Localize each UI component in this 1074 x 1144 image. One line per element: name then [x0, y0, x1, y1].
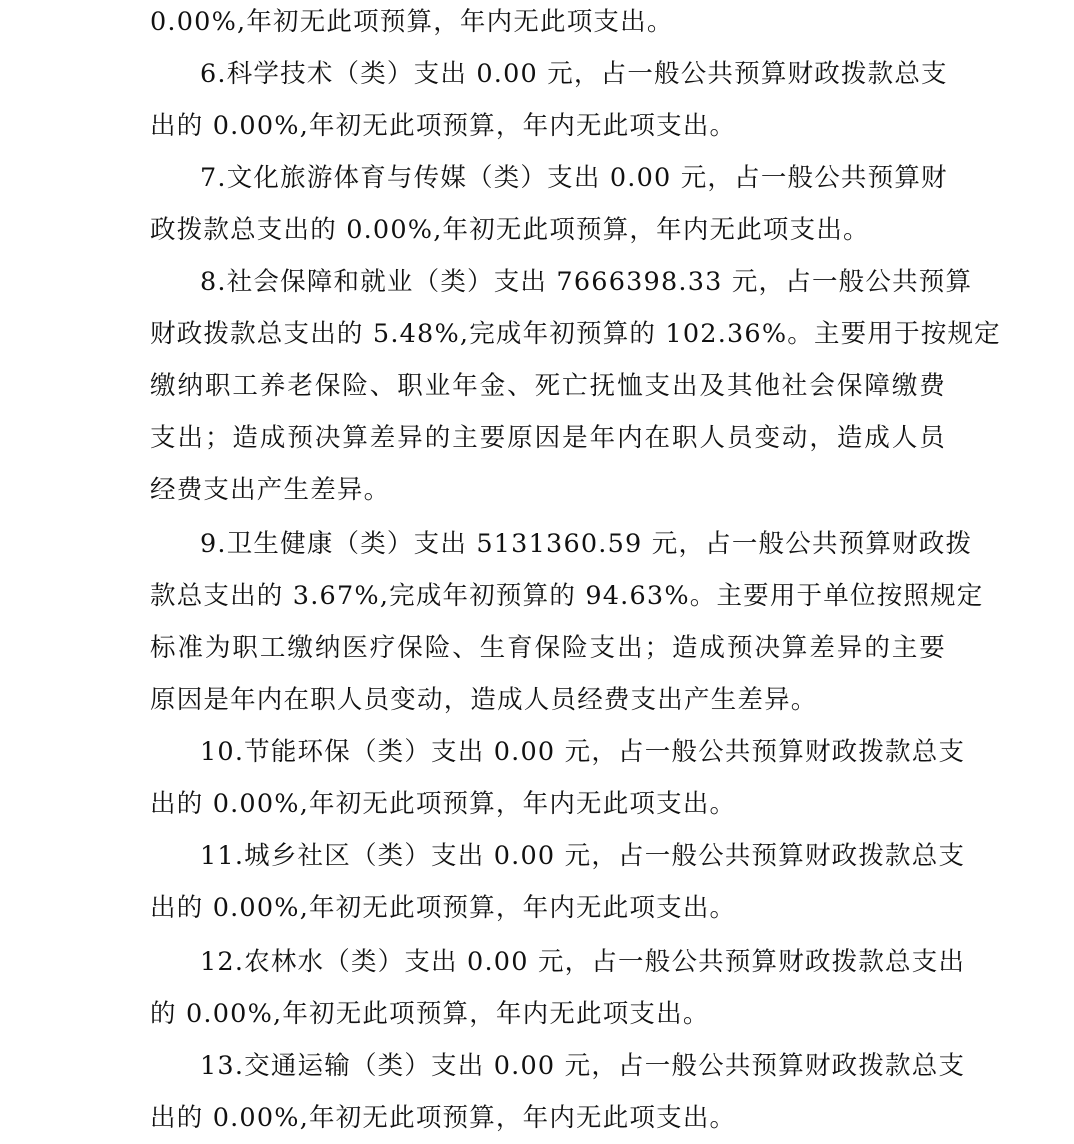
paragraph-line: 10.节能环保（类）支出 0.00 元，占一般公共预算财政拨款总支	[200, 737, 966, 767]
paragraph-line: 出的 0.00%,年初无此项预算，年内无此项支出。	[150, 789, 737, 819]
paragraph-line: 11.城乡社区（类）支出 0.00 元，占一般公共预算财政拨款总支	[200, 841, 966, 871]
paragraph-line: 原因是年内在职人员变动，造成人员经费支出产生差异。	[150, 685, 818, 715]
paragraph-line: 12.农林水（类）支出 0.00 元，占一般公共预算财政拨款总支出	[200, 947, 966, 977]
paragraph-line: 13.交通运输（类）支出 0.00 元，占一般公共预算财政拨款总支	[200, 1051, 966, 1081]
paragraph-line: 6.科学技术（类）支出 0.00 元，占一般公共预算财政拨款总支	[200, 59, 948, 89]
paragraph-line: 0.00%,年初无此项预算，年内无此项支出。	[150, 7, 674, 37]
paragraph-line: 政拨款总支出的 0.00%,年初无此项预算，年内无此项支出。	[150, 215, 870, 245]
paragraph-line: 财政拨款总支出的 5.48%,完成年初预算的 102.36%。主要用于按规定	[150, 319, 1001, 349]
paragraph-line: 出的 0.00%,年初无此项预算，年内无此项支出。	[150, 1103, 737, 1133]
paragraph-line: 支出；造成预决算差异的主要原因是年内在职人员变动，造成人员	[150, 423, 946, 453]
document-page	[150, 0, 1001, 1144]
paragraph-line: 出的 0.00%,年初无此项预算，年内无此项支出。	[150, 893, 737, 923]
paragraph-line: 9.卫生健康（类）支出 5131360.59 元，占一般公共预算财政拨	[200, 529, 973, 559]
paragraph-line: 7.文化旅游体育与传媒（类）支出 0.00 元，占一般公共预算财	[200, 163, 948, 193]
paragraph-line: 出的 0.00%,年初无此项预算，年内无此项支出。	[150, 111, 737, 141]
paragraph-line: 8.社会保障和就业（类）支出 7666398.33 元，占一般公共预算	[200, 267, 973, 297]
paragraph-line: 款总支出的 3.67%,完成年初预算的 94.63%。主要用于单位按照规定	[150, 581, 984, 611]
paragraph-line: 的 0.00%,年初无此项预算，年内无此项支出。	[150, 999, 710, 1029]
paragraph-line: 经费支出产生差异。	[150, 475, 391, 505]
paragraph-line: 标准为职工缴纳医疗保险、生育保险支出；造成预决算差异的主要	[150, 633, 946, 663]
paragraph-line: 缴纳职工养老保险、职业年金、死亡抚恤支出及其他社会保障缴费	[150, 371, 946, 401]
